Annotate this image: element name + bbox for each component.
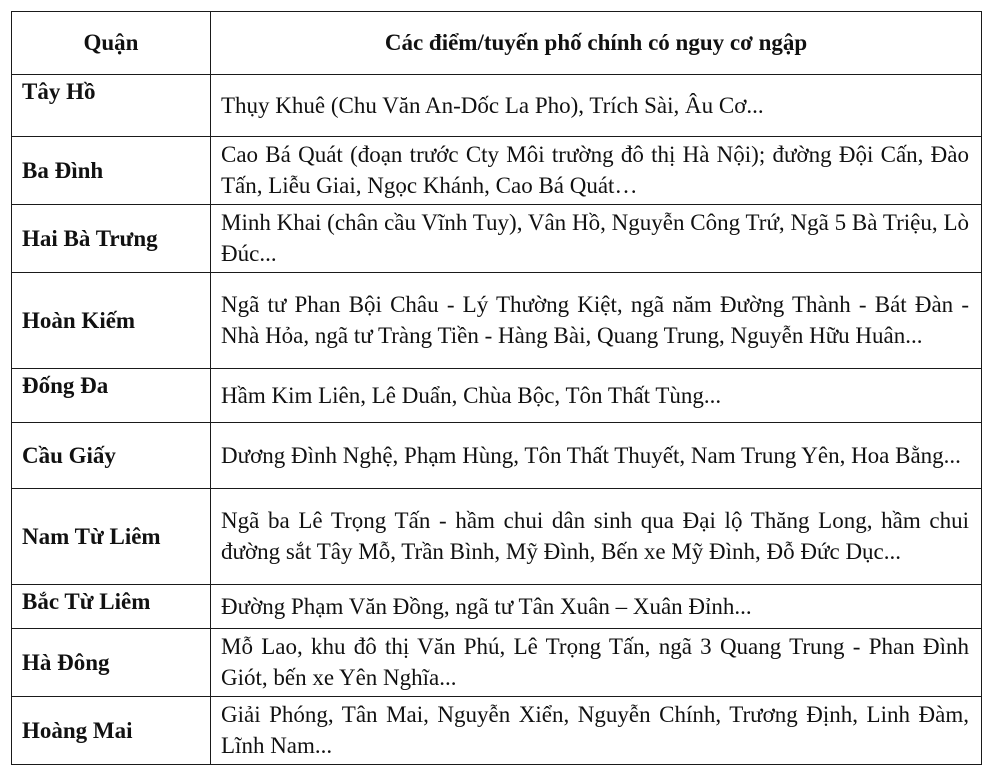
column-header-streets: Các điểm/tuyến phố chính có nguy cơ ngập	[211, 12, 982, 75]
flood-risk-table	[11, 11, 982, 765]
district-cell: Cầu Giấy	[12, 423, 211, 489]
column-header-district: Quận	[12, 12, 211, 75]
streets-cell: Minh Khai (chân cầu Vĩnh Tuy), Vân Hồ, Nguyễn Công Trứ, Ngã 5 Bà Triệu, Lò Đúc...	[211, 205, 982, 273]
table-row	[12, 273, 982, 369]
table-row	[12, 137, 982, 205]
streets-cell: Dương Đình Nghệ, Phạm Hùng, Tôn Thất Thuyết, Nam Trung Yên, Hoa Bằng...	[211, 423, 982, 489]
district-cell: Tây Hồ	[12, 75, 211, 137]
streets-cell: Ngã ba Lê Trọng Tấn - hầm chui dân sinh qua Đại lộ Thăng Long, hầm chui đường sắt Tây Mỗ, Trần Bình, Mỹ Đình, Bến xe Mỹ Đình, Đỗ Đức Dục...	[211, 489, 982, 585]
district-cell: Nam Từ Liêm	[12, 489, 211, 585]
table-row	[12, 205, 982, 273]
table-row	[12, 489, 982, 585]
streets-cell: Giải Phóng, Tân Mai, Nguyễn Xiển, Nguyễn Chính, Trương Định, Linh Đàm, Lĩnh Nam...	[211, 697, 982, 765]
district-cell: Hà Đông	[12, 629, 211, 697]
streets-cell: Cao Bá Quát (đoạn trước Cty Môi trường đô thị Hà Nội); đường Đội Cấn, Đào Tấn, Liễu Giai, Ngọc Khánh, Cao Bá Quát…	[211, 137, 982, 205]
table-row	[12, 369, 982, 423]
district-cell: Ba Đình	[12, 137, 211, 205]
district-cell: Đống Đa	[12, 369, 211, 423]
table-row	[12, 697, 982, 765]
district-cell: Bắc Từ Liêm	[12, 585, 211, 629]
streets-cell: Đường Phạm Văn Đồng, ngã tư Tân Xuân – Xuân Đỉnh...	[211, 585, 982, 629]
district-cell: Hoàn Kiếm	[12, 273, 211, 369]
table-row	[12, 75, 982, 137]
streets-cell: Thụy Khuê (Chu Văn An-Dốc La Pho), Trích Sài, Âu Cơ...	[211, 75, 982, 137]
district-cell: Hai Bà Trưng	[12, 205, 211, 273]
table-row	[12, 423, 982, 489]
table-row	[12, 585, 982, 629]
table-row	[12, 629, 982, 697]
header-row	[12, 12, 982, 75]
streets-cell: Ngã tư Phan Bội Châu - Lý Thường Kiệt, ngã năm Đường Thành - Bát Đàn - Nhà Hỏa, ngã tư Tràng Tiền - Hàng Bài, Quang Trung, Nguyễn Hữu Huân...	[211, 273, 982, 369]
streets-cell: Mỗ Lao, khu đô thị Văn Phú, Lê Trọng Tấn, ngã 3 Quang Trung - Phan Đình Giót, bến xe Yên Nghĩa...	[211, 629, 982, 697]
district-cell: Hoàng Mai	[12, 697, 211, 765]
streets-cell: Hầm Kim Liên, Lê Duẩn, Chùa Bộc, Tôn Thất Tùng...	[211, 369, 982, 423]
